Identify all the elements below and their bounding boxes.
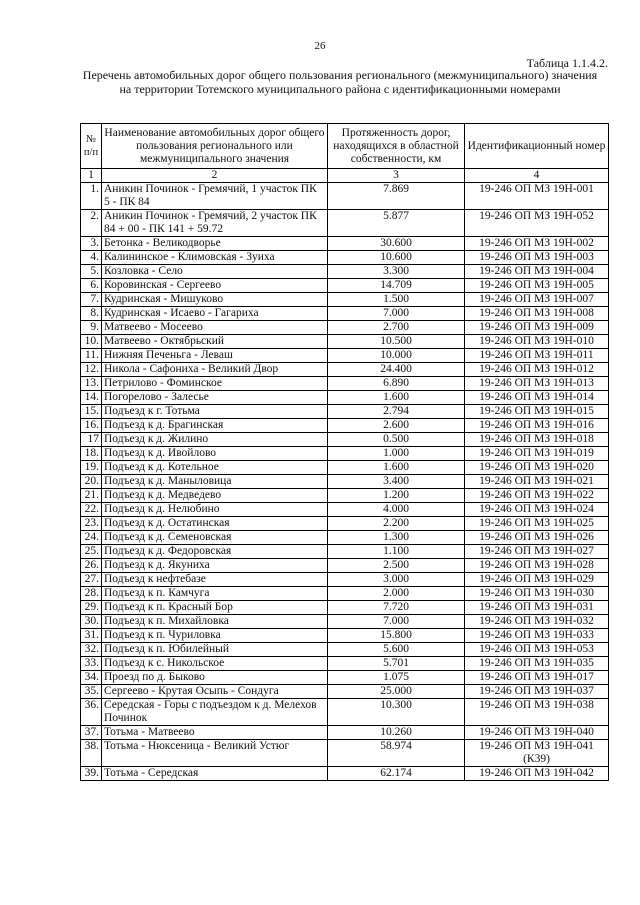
header-num: № п/п: [81, 124, 102, 169]
road-name: Подъезд к нефтебазе: [102, 573, 328, 587]
road-id: 19-246 ОП МЗ 19Н-018: [465, 433, 609, 447]
road-name: Никола - Сафониха - Великий Двор: [102, 363, 328, 377]
road-name: Аникин Починок - Гремячий, 2 участок ПК 84 + 00 - ПК 141 + 59.72: [102, 210, 328, 237]
table-row: [81, 210, 609, 237]
table-row: [81, 183, 609, 210]
road-length: 2.200: [328, 517, 465, 531]
table-row: [81, 503, 609, 517]
table-row: [81, 657, 609, 671]
road-name: Тотьма - Середская: [102, 767, 328, 781]
road-id: 19-246 ОП МЗ 19Н-007: [465, 293, 609, 307]
road-length: 5.877: [328, 210, 465, 237]
table-row: [81, 615, 609, 629]
row-number: 6.: [81, 279, 102, 293]
table-row: [81, 419, 609, 433]
table-row: [81, 601, 609, 615]
road-name: Матвеево - Мосеево: [102, 321, 328, 335]
row-number: 31.: [81, 629, 102, 643]
row-number: 35.: [81, 685, 102, 699]
table-row: [81, 265, 609, 279]
roads-table: [80, 123, 609, 781]
road-id: 19-246 ОП МЗ 19Н-040: [465, 726, 609, 740]
road-name: Подъезд к д. Ивойлово: [102, 447, 328, 461]
row-number: 28.: [81, 587, 102, 601]
road-name: Кудринская - Исаево - Гагариха: [102, 307, 328, 321]
table-row: [81, 629, 609, 643]
road-id: 19-246 ОП МЗ 19Н-005: [465, 279, 609, 293]
road-name: Подъезд к п. Красный Бор: [102, 601, 328, 615]
row-number: 21.: [81, 489, 102, 503]
row-number: 24.: [81, 531, 102, 545]
table-row: [81, 573, 609, 587]
road-id: 19-246 ОП МЗ 19Н-037: [465, 685, 609, 699]
road-length: 58.974: [328, 740, 465, 767]
road-id: 19-246 ОП МЗ 19Н-042: [465, 767, 609, 781]
road-id: 19-246 ОП МЗ 19Н-013: [465, 377, 609, 391]
table-body: [81, 183, 609, 781]
table-row: [81, 643, 609, 657]
road-id: 19-246 ОП МЗ 19Н-031: [465, 601, 609, 615]
table-row: [81, 335, 609, 349]
column-index: 2: [102, 169, 328, 183]
header-row: [81, 124, 609, 169]
road-name: Подъезд к д. Семеновская: [102, 531, 328, 545]
road-length: 6.890: [328, 377, 465, 391]
table-row: [81, 531, 609, 545]
road-length: 1.600: [328, 391, 465, 405]
road-id: 19-246 ОП МЗ 19Н-022: [465, 489, 609, 503]
row-number: 4.: [81, 251, 102, 265]
road-name: Нижняя Печеньга - Леваш: [102, 349, 328, 363]
road-name: Тотьма - Нюксеница - Великий Устюг: [102, 740, 328, 767]
road-name: Сергеево - Крутая Осыпь - Сондуга: [102, 685, 328, 699]
row-number: 19.: [81, 461, 102, 475]
road-length: 10.600: [328, 251, 465, 265]
row-number: 23.: [81, 517, 102, 531]
road-name: Проезд по д. Быково: [102, 671, 328, 685]
column-index: 1: [81, 169, 102, 183]
road-name: Подъезд к д. Нелюбино: [102, 503, 328, 517]
header-id: Идентификационный номер: [465, 124, 609, 169]
road-id: 19-246 ОП МЗ 19Н-009: [465, 321, 609, 335]
road-length: 7.000: [328, 615, 465, 629]
road-length: 10.500: [328, 335, 465, 349]
road-id: 19-246 ОП МЗ 19Н-015: [465, 405, 609, 419]
road-name: Калининское - Климовская - Зуиха: [102, 251, 328, 265]
row-number: 34.: [81, 671, 102, 685]
road-name: Подъезд к д. Брагинская: [102, 419, 328, 433]
road-id: 19-246 ОП МЗ 19Н-021: [465, 475, 609, 489]
road-length: 2.794: [328, 405, 465, 419]
road-name: Подъезд к д. Маныловица: [102, 475, 328, 489]
road-name: Петрилово - Фоминское: [102, 377, 328, 391]
road-id: 19-246 ОП МЗ 19Н-038: [465, 699, 609, 726]
road-name: Матвеево - Октябрьский: [102, 335, 328, 349]
road-name: Подъезд к д. Медведево: [102, 489, 328, 503]
road-length: 2.500: [328, 559, 465, 573]
road-length: 2.700: [328, 321, 465, 335]
table-row: [81, 279, 609, 293]
row-number: 29.: [81, 601, 102, 615]
road-length: 3.000: [328, 573, 465, 587]
table-row: [81, 377, 609, 391]
road-length: 2.000: [328, 587, 465, 601]
row-number: 26.: [81, 559, 102, 573]
row-number: 22.: [81, 503, 102, 517]
row-number: 16.: [81, 419, 102, 433]
road-length: 2.600: [328, 419, 465, 433]
road-length: 1.200: [328, 489, 465, 503]
table-row: [81, 321, 609, 335]
road-length: 10.000: [328, 349, 465, 363]
road-length: 5.600: [328, 643, 465, 657]
row-number: 1.: [81, 183, 102, 210]
header-length: Протяженность дорог, находящихся в областной собственности, км: [328, 124, 465, 169]
row-number: 39.: [81, 767, 102, 781]
road-length: 4.000: [328, 503, 465, 517]
table-row: [81, 545, 609, 559]
table-row: [81, 251, 609, 265]
road-name: Подъезд к д. Федоровская: [102, 545, 328, 559]
road-name: Бетонка - Великодворье: [102, 237, 328, 251]
table-row: [81, 349, 609, 363]
road-length: 1.000: [328, 447, 465, 461]
road-id: 19-246 ОП МЗ 19Н-030: [465, 587, 609, 601]
road-id: 19-246 ОП МЗ 19Н-001: [465, 183, 609, 210]
header-name: Наименование автомобильных дорог общего пользования регионального или межмуниципального значения: [102, 124, 328, 169]
road-id: 19-246 ОП МЗ 19Н-002: [465, 237, 609, 251]
road-length: 15.800: [328, 629, 465, 643]
road-length: 24.400: [328, 363, 465, 377]
table-row: [81, 740, 609, 767]
table-row: [81, 237, 609, 251]
road-length: 1.300: [328, 531, 465, 545]
road-length: 7.000: [328, 307, 465, 321]
road-length: 7.720: [328, 601, 465, 615]
road-name: Подъезд к с. Никольское: [102, 657, 328, 671]
row-number: 27.: [81, 573, 102, 587]
road-name: Коровинская - Сергеево: [102, 279, 328, 293]
road-id: 19-246 ОП МЗ 19Н-017: [465, 671, 609, 685]
road-id: 19-246 ОП МЗ 19Н-041 (К39): [465, 740, 609, 767]
road-length: 10.260: [328, 726, 465, 740]
road-length: 7.869: [328, 183, 465, 210]
road-length: 62.174: [328, 767, 465, 781]
road-length: 0.500: [328, 433, 465, 447]
road-id: 19-246 ОП МЗ 19Н-024: [465, 503, 609, 517]
row-number: 38.: [81, 740, 102, 767]
road-id: 19-246 ОП МЗ 19Н-052: [465, 210, 609, 237]
table-row: [81, 293, 609, 307]
table-row: [81, 447, 609, 461]
road-name: Подъезд к п. Камчуга: [102, 587, 328, 601]
road-name: Погорелово - Залесье: [102, 391, 328, 405]
table-row: [81, 726, 609, 740]
row-number: 36.: [81, 699, 102, 726]
road-id: 19-246 ОП МЗ 19Н-029: [465, 573, 609, 587]
road-id: 19-246 ОП МЗ 19Н-011: [465, 349, 609, 363]
road-id: 19-246 ОП МЗ 19Н-019: [465, 447, 609, 461]
road-name: Подъезд к д. Котельное: [102, 461, 328, 475]
road-name: Подъезд к п. Юбилейный: [102, 643, 328, 657]
road-length: 1.100: [328, 545, 465, 559]
row-number: 8.: [81, 307, 102, 321]
road-length: 5.701: [328, 657, 465, 671]
table-row: [81, 685, 609, 699]
table-row: [81, 517, 609, 531]
road-length: 25.000: [328, 685, 465, 699]
row-number: 13.: [81, 377, 102, 391]
road-name: Кудринская - Мишуково: [102, 293, 328, 307]
row-number: 3.: [81, 237, 102, 251]
road-id: 19-246 ОП МЗ 19Н-010: [465, 335, 609, 349]
column-index: 3: [328, 169, 465, 183]
row-number: 7.: [81, 293, 102, 307]
road-id: 19-246 ОП МЗ 19Н-053: [465, 643, 609, 657]
road-name: Аникин Починок - Гремячий, 1 участок ПК 5 - ПК 84: [102, 183, 328, 210]
road-length: 3.400: [328, 475, 465, 489]
road-length: 3.300: [328, 265, 465, 279]
table-row: [81, 587, 609, 601]
row-number: 25.: [81, 545, 102, 559]
road-id: 19-246 ОП МЗ 19Н-020: [465, 461, 609, 475]
road-length: 1.600: [328, 461, 465, 475]
road-id: 19-246 ОП МЗ 19Н-032: [465, 615, 609, 629]
row-number: 10.: [81, 335, 102, 349]
road-length: 14.709: [328, 279, 465, 293]
road-id: 19-246 ОП МЗ 19Н-025: [465, 517, 609, 531]
table-row: [81, 671, 609, 685]
table-row: [81, 767, 609, 781]
road-name: Тотьма - Матвеево: [102, 726, 328, 740]
road-name: Подъезд к д. Жилино: [102, 433, 328, 447]
table-row: [81, 475, 609, 489]
road-name: Подъезд к г. Тотьма: [102, 405, 328, 419]
row-number: 32.: [81, 643, 102, 657]
road-length: 1.500: [328, 293, 465, 307]
table-row: [81, 391, 609, 405]
row-number: 37.: [81, 726, 102, 740]
road-length: 1.075: [328, 671, 465, 685]
table-row: [81, 433, 609, 447]
road-id: 19-246 ОП МЗ 19Н-026: [465, 531, 609, 545]
row-number: 18.: [81, 447, 102, 461]
road-name: Подъезд к д. Якуниха: [102, 559, 328, 573]
row-number: 9.: [81, 321, 102, 335]
road-id: 19-246 ОП МЗ 19Н-027: [465, 545, 609, 559]
table-row: [81, 405, 609, 419]
road-name: Козловка - Село: [102, 265, 328, 279]
row-number: 17: [81, 433, 102, 447]
road-id: 19-246 ОП МЗ 19Н-016: [465, 419, 609, 433]
table-row: [81, 699, 609, 726]
column-index: 4: [465, 169, 609, 183]
row-number: 11.: [81, 349, 102, 363]
row-number: 2.: [81, 210, 102, 237]
road-id: 19-246 ОП МЗ 19Н-028: [465, 559, 609, 573]
road-id: 19-246 ОП МЗ 19Н-014: [465, 391, 609, 405]
row-number: 5.: [81, 265, 102, 279]
table-row: [81, 559, 609, 573]
road-length: 30.600: [328, 237, 465, 251]
row-number: 33.: [81, 657, 102, 671]
road-id: 19-246 ОП МЗ 19Н-035: [465, 657, 609, 671]
road-id: 19-246 ОП МЗ 19Н-008: [465, 307, 609, 321]
road-length: 10.300: [328, 699, 465, 726]
road-id: 19-246 ОП МЗ 19Н-004: [465, 265, 609, 279]
road-id: 19-246 ОП МЗ 19Н-012: [465, 363, 609, 377]
table-row: [81, 307, 609, 321]
table-caption: Перечень автомобильных дорог общего пользования регионального (межмуниципального) значения на территории Тотемского муниципального района с идентификационными номерами: [82, 68, 598, 96]
row-number: 20.: [81, 475, 102, 489]
column-index-row: [81, 169, 609, 183]
road-id: 19-246 ОП МЗ 19Н-003: [465, 251, 609, 265]
road-id: 19-246 ОП МЗ 19Н-033: [465, 629, 609, 643]
road-name: Середская - Горы с подъездом к д. Мелехов Починок: [102, 699, 328, 726]
table-row: [81, 461, 609, 475]
page-number: 26: [314, 40, 326, 52]
table-row: [81, 363, 609, 377]
road-name: Подъезд к д. Остатинская: [102, 517, 328, 531]
table-row: [81, 489, 609, 503]
row-number: 15.: [81, 405, 102, 419]
row-number: 12.: [81, 363, 102, 377]
table-label: Таблица 1.1.4.2.: [526, 56, 608, 70]
row-number: 14.: [81, 391, 102, 405]
row-number: 30.: [81, 615, 102, 629]
road-name: Подъезд к п. Чуриловка: [102, 629, 328, 643]
road-name: Подъезд к п. Михайловка: [102, 615, 328, 629]
